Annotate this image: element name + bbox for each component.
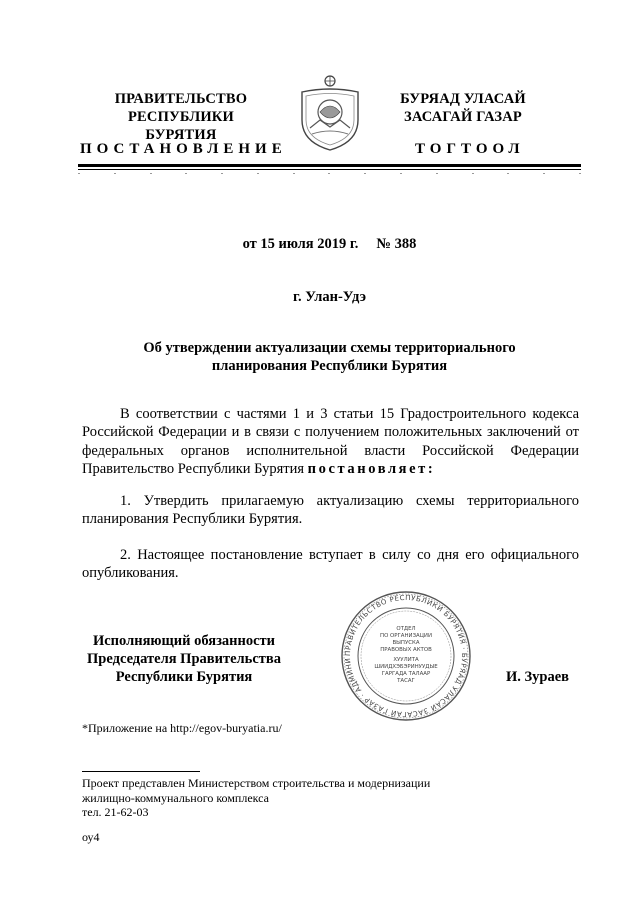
header-left-line-1: ПРАВИТЕЛЬСТВО: [114, 91, 248, 107]
seal-line-8: ТАСАГ: [397, 678, 415, 684]
title-line-1: Об утверждении актуализации схемы территориального: [143, 340, 516, 356]
document-date: от 15 июля 2019 г.: [242, 236, 359, 252]
seal-line-2: ПО ОРГАНИЗАЦИИ: [380, 633, 432, 639]
document-code: оу4: [82, 830, 100, 844]
signatory-line-2: Председателя Правительства: [87, 651, 281, 667]
city: г. Улан-Удэ: [293, 289, 366, 305]
preamble-text: В соответствии с частями 1 и 3 статьи 15 Градостроительного кодекса Российской Федерации и в связи с получением положительных заключений от федеральных органов исполнительной власти Российской Федерации Правительство Республики Бурятия: [82, 406, 579, 478]
footer-rule: [82, 771, 200, 772]
seal-line-7: ГАРГАДА ТАЛААР: [381, 671, 431, 677]
header-right-line-1: БУРЯАД УЛАСАЙ: [400, 91, 526, 107]
official-seal-stamp: [340, 590, 472, 722]
header-rule-thin: [78, 169, 581, 170]
footer-line-3: тел. 21-62-03: [82, 805, 149, 819]
footer-line-1: Проект представлен Министерством строительства и модернизации: [82, 776, 431, 790]
seal-line-5: ХУУЛИТА: [393, 657, 419, 663]
decree-word: постановляет:: [307, 461, 436, 478]
title-line-2: планирования Республики Бурятия: [211, 358, 448, 374]
seal-line-3: ВЫПУСКА: [392, 640, 420, 646]
header-rule-thick: [78, 164, 581, 167]
signatory-line-3: Республики Бурятия: [115, 669, 253, 685]
header-right-line-2: ЗАСАГАЙ ГАЗАР: [404, 109, 522, 125]
header-dotted-line: [78, 173, 581, 177]
signatory-line-1: Исполняющий обязанности: [92, 633, 276, 649]
appendix-note: *Приложение на http://egov-buryatia.ru/: [82, 721, 282, 735]
header-left-line-2: РЕСПУБЛИКИ БУРЯТИЯ: [127, 109, 235, 143]
document-number: № 388: [376, 236, 417, 252]
item-2-text: 2. Настоящее постановление вступает в силу со дня его официального опубликования.: [82, 547, 579, 582]
signatory-name: И. Зураев: [506, 669, 570, 685]
item-1-paragraph: [82, 492, 579, 529]
footer-note: [82, 776, 430, 820]
header-right: [388, 90, 538, 126]
seal-outer-text: ПРАВИТЕЛЬСТВО РЕСПУБЛИКИ БУРЯТИЯ · БУРЯАД УЛАСАЙ ЗАСАГАЙ ГАЗАР · АДМИНИ: [343, 593, 469, 719]
footer-line-2: жилищно-коммунального комплекса: [82, 790, 269, 805]
date-number-line: [78, 236, 581, 253]
seal-line-6: ШИИДХЭБЭРИНУУДЫЕ: [374, 664, 438, 670]
signatory-title: [74, 632, 294, 686]
seal-line-1: ОТДЕЛ: [396, 626, 416, 632]
coat-of-arms-emblem: [296, 72, 364, 152]
seal-line-4: ПРАВОВЫХ АКТОВ: [380, 647, 432, 653]
item-1-text: 1. Утвердить прилагаемую актуализацию схемы территориального планирования Республики Бурятия.: [82, 493, 579, 528]
item-2-paragraph: [82, 546, 579, 583]
header-left: [96, 90, 266, 144]
doc-type-right: ТОГТООЛ: [415, 141, 525, 157]
document-title: [78, 339, 581, 375]
preamble-paragraph: [82, 405, 579, 479]
doc-type-left: ПОСТАНОВЛЕНИЕ: [80, 141, 287, 157]
